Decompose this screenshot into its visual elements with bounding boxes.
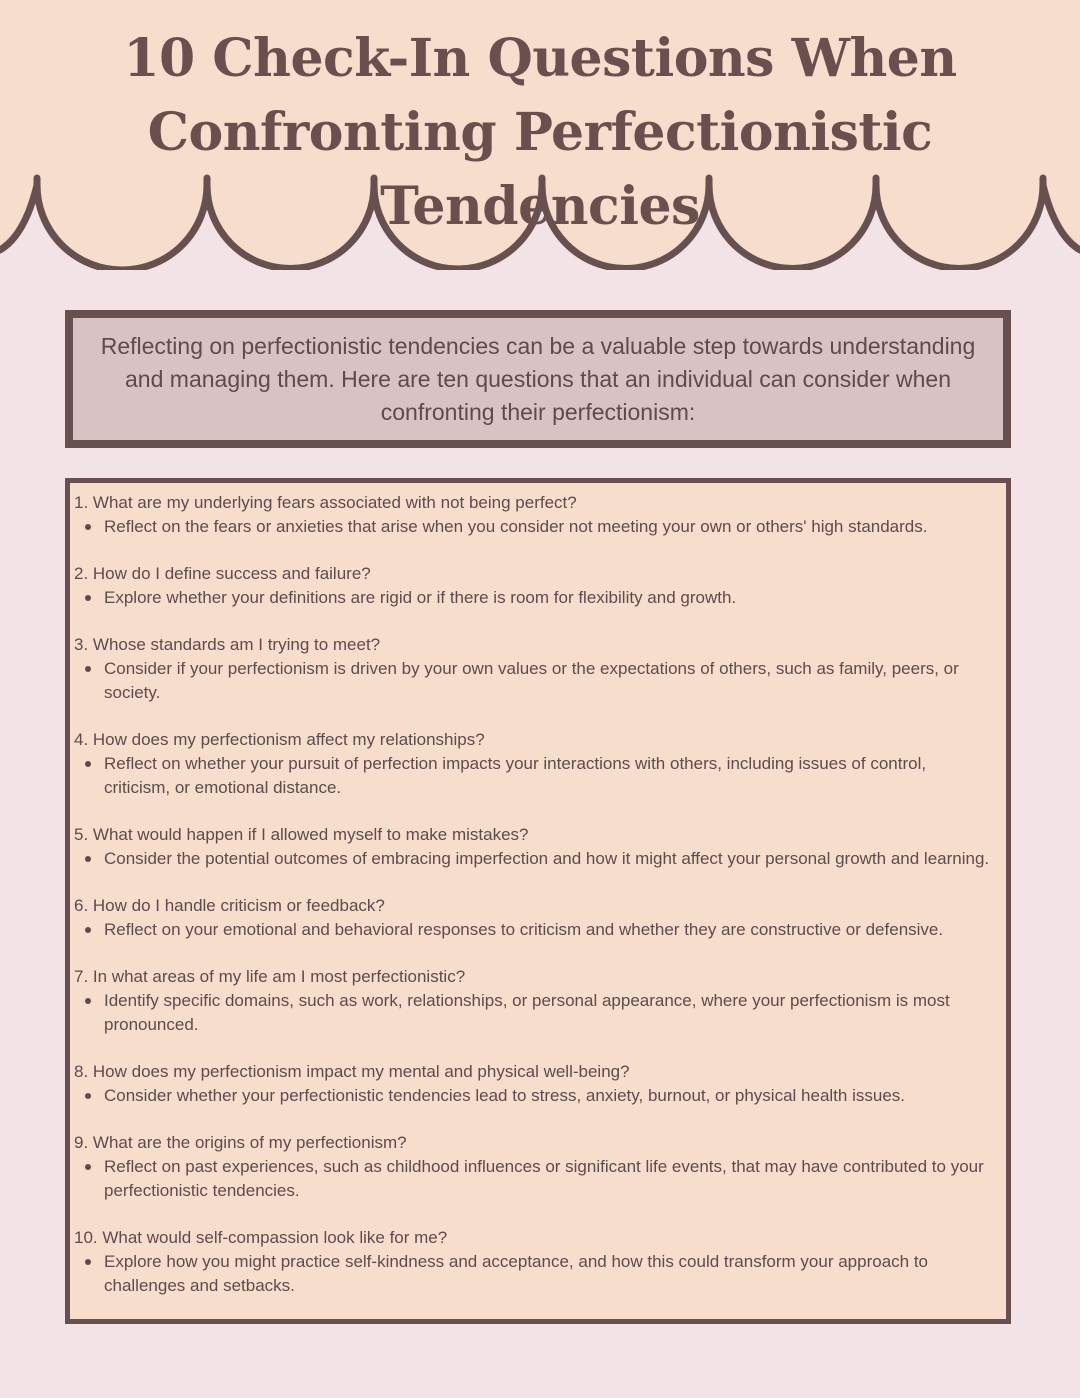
bullet-icon — [85, 595, 91, 601]
question-detail — [74, 989, 990, 1037]
question-item-1 — [74, 491, 990, 539]
question-detail-text: Explore how you might practice self-kindness and acceptance, and how this could transform your approach to challenges and setbacks. — [104, 1252, 929, 1295]
question-item-6 — [74, 894, 990, 942]
question-text: 8. How does my perfectionism impact my mental and physical well-being? — [74, 1062, 630, 1081]
intro-box — [65, 310, 1011, 448]
question-detail-text: Consider the potential outcomes of embracing imperfection and how it might affect your personal growth and learning. — [104, 849, 990, 868]
question-text: 2. How do I define success and failure? — [74, 564, 371, 583]
question-detail — [74, 515, 990, 539]
bullet-icon — [85, 1259, 91, 1265]
question-detail-text: Explore whether your definitions are rigid or if there is room for flexibility and growth. — [104, 588, 737, 607]
page-title — [0, 22, 1080, 244]
question-item-2 — [74, 562, 990, 610]
question-detail — [74, 1155, 990, 1203]
bullet-icon — [85, 1093, 91, 1099]
question-detail-text: Reflect on whether your pursuit of perfection impacts your interactions with others, including issues of control, criticism, or emotional distance. — [104, 754, 927, 797]
question-text: 3. Whose standards am I trying to meet? — [74, 635, 381, 654]
question-detail — [74, 586, 990, 610]
bullet-icon — [85, 524, 91, 530]
question-text: 6. How do I handle criticism or feedback? — [74, 896, 385, 915]
questions-list — [65, 478, 1011, 1324]
question-detail — [74, 918, 990, 942]
question-item-10 — [74, 1226, 990, 1298]
question-item-9 — [74, 1131, 990, 1203]
question-text: 4. How does my perfectionism affect my relationships? — [74, 730, 485, 749]
question-text: 9. What are the origins of my perfectionism? — [74, 1133, 407, 1152]
question-detail — [74, 1250, 990, 1298]
page-title-line-2: Confronting Perfectionistic Tendencies — [147, 102, 933, 237]
question-item-4 — [74, 728, 990, 800]
question-item-7 — [74, 965, 990, 1037]
question-text: 5. What would happen if I allowed myself to make mistakes? — [74, 825, 529, 844]
question-detail — [74, 847, 990, 871]
question-text: 10. What would self-compassion look like for me? — [74, 1228, 448, 1247]
question-detail-text: Reflect on the fears or anxieties that arise when you consider not meeting your own or others' high standards. — [104, 517, 928, 536]
question-text: 7. In what areas of my life am I most perfectionistic? — [74, 967, 466, 986]
question-text: 1. What are my underlying fears associated with not being perfect? — [74, 493, 577, 512]
question-detail — [74, 752, 990, 800]
bullet-icon — [85, 1164, 91, 1170]
question-item-3 — [74, 633, 990, 705]
bullet-icon — [85, 927, 91, 933]
bullet-icon — [85, 666, 91, 672]
question-detail-text: Identify specific domains, such as work, relationships, or personal appearance, where your perfectionism is most pronounced. — [104, 991, 950, 1034]
question-item-5 — [74, 823, 990, 871]
header-banner — [0, 0, 1080, 270]
question-detail-text: Consider whether your perfectionistic tendencies lead to stress, anxiety, burnout, or physical health issues. — [104, 1086, 905, 1105]
question-detail — [74, 657, 990, 705]
question-detail-text: Reflect on past experiences, such as childhood influences or significant life events, that may have contributed to your perfectionistic tendencies. — [104, 1157, 984, 1200]
question-detail — [74, 1084, 990, 1108]
bullet-icon — [85, 856, 91, 862]
intro-text: Reflecting on perfectionistic tendencies can be a valuable step towards understanding and managing them. Here are ten questions that an individual can consider when confronting their perfectionism: — [100, 332, 976, 425]
bullet-icon — [85, 761, 91, 767]
question-detail-text: Reflect on your emotional and behavioral responses to criticism and whether they are constructive or defensive. — [104, 920, 944, 939]
question-item-8 — [74, 1060, 990, 1108]
question-detail-text: Consider if your perfectionism is driven by your own values or the expectations of others, such as family, peers, or society. — [104, 659, 959, 702]
bullet-icon — [85, 998, 91, 1004]
page-title-line-1: 10 Check-In Questions When — [123, 28, 957, 89]
